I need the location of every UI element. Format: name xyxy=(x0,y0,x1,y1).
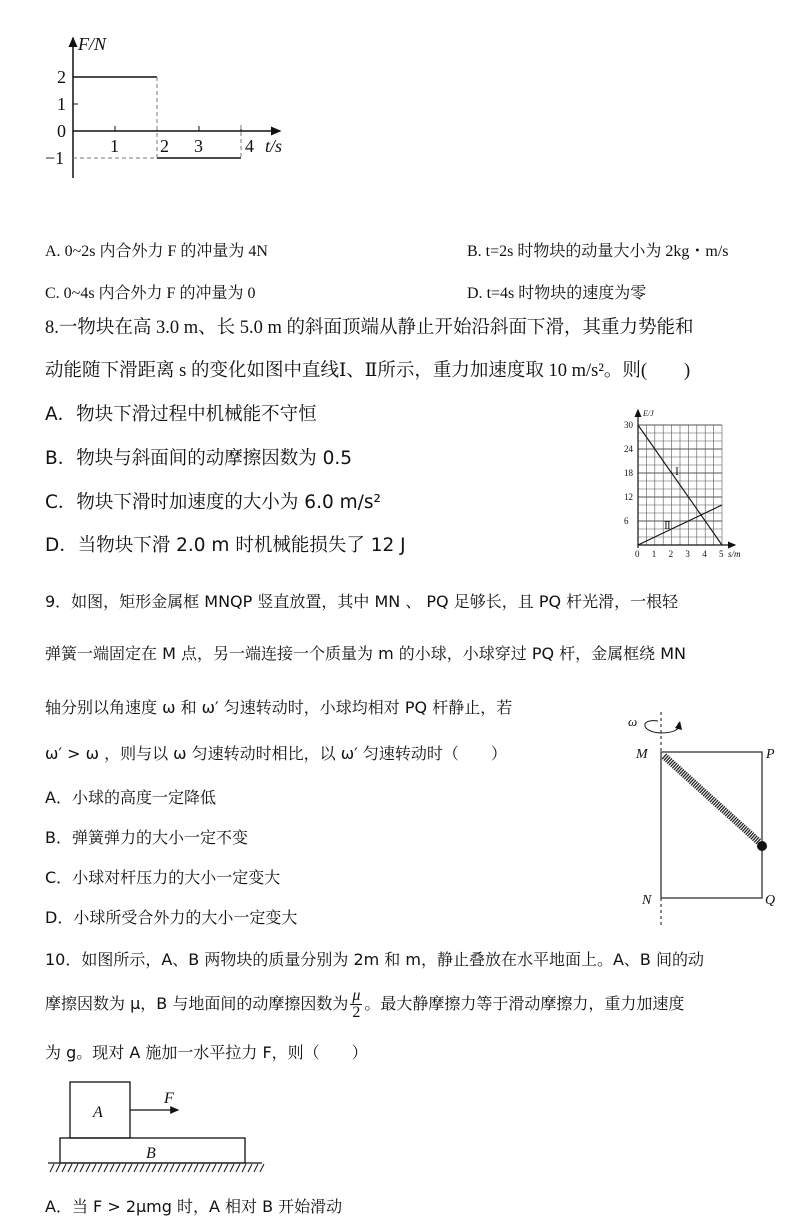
ground-hatch xyxy=(122,1164,126,1172)
label-f: F xyxy=(164,1090,174,1107)
fraction-mu-over-2: $\frac{\mu}{2}$ xyxy=(352,987,361,1021)
x-axis-label: s/m xyxy=(728,549,741,559)
x-tick: 3 xyxy=(194,136,203,156)
q7-option-c: C. 0~4s 内合外力 F 的冲量为 0 xyxy=(45,285,256,302)
q7-option-d: D. t=4s 时物块的速度为零 xyxy=(467,285,647,302)
q10-stem-line3: 为 g。现对 A 施加一水平拉力 F，则（ ） xyxy=(45,1043,368,1062)
x-tick: 2 xyxy=(160,136,169,156)
q9-option-d: D．小球所受合外力的大小一定变大 xyxy=(45,908,298,927)
omega-label: ω xyxy=(628,714,638,729)
x-tick: 1 xyxy=(651,549,657,559)
y-tick: 1 xyxy=(57,94,66,114)
y-axis-label: E/J xyxy=(643,409,654,418)
ground-hatch xyxy=(236,1164,240,1172)
metal-frame xyxy=(661,752,762,898)
y-tick: 30 xyxy=(624,420,633,430)
ground-hatch xyxy=(254,1164,258,1172)
q7-option-a: A. 0~2s 内合外力 F 的冲量为 4N xyxy=(45,243,268,260)
ground-hatch xyxy=(194,1164,198,1172)
ground-hatch xyxy=(200,1164,204,1172)
ground-hatch xyxy=(128,1164,132,1172)
blocks-figure xyxy=(40,1075,280,1175)
y-axis-label: F/N xyxy=(78,34,107,54)
ground-hatch xyxy=(146,1164,150,1172)
y-tick: 18 xyxy=(624,468,633,478)
ground-hatch xyxy=(86,1164,90,1172)
label-a: A xyxy=(93,1104,103,1121)
label-m: M xyxy=(636,747,648,762)
force-time-graph xyxy=(0,20,300,210)
ground-hatch xyxy=(158,1164,162,1172)
ground-hatch xyxy=(212,1164,216,1172)
q9-option-a: A．小球的高度一定降低 xyxy=(45,788,216,807)
ground-hatch xyxy=(56,1164,60,1172)
ground-hatch xyxy=(206,1164,210,1172)
ground-hatch xyxy=(140,1164,144,1172)
y-tick: 24 xyxy=(624,444,633,454)
ground-hatch xyxy=(152,1164,156,1172)
ground-hatch xyxy=(134,1164,138,1172)
ground-hatch xyxy=(248,1164,252,1172)
y-tick: 0 xyxy=(57,121,66,141)
q8-option-b: B．物块与斜面间的动摩擦因数为 0.5 xyxy=(45,448,353,469)
ground-hatch xyxy=(218,1164,222,1172)
q8-option-d: D．当物块下滑 2.0 m 时机械能损失了 12 J xyxy=(45,535,406,556)
energy-distance-graph xyxy=(610,405,790,565)
q9-option-c: C．小球对杆压力的大小一定变大 xyxy=(45,868,281,887)
rotating-frame-figure xyxy=(620,714,800,925)
x-tick: 3 xyxy=(685,549,690,559)
label-b: B xyxy=(146,1145,156,1162)
y-tick: 2 xyxy=(57,67,66,87)
q8-stem-line2: 动能随下滑距离 s 的变化如图中直线Ⅰ、Ⅱ所示，重力加速度取 10 m/s²。则( ) xyxy=(45,361,691,381)
x-tick: 4 xyxy=(702,549,707,559)
x-tick: 4 xyxy=(245,136,254,156)
q10-stem-line1: 10．如图所示，A、B 两物块的质量分别为 2m 和 m，静止叠放在水平地面上。A、B 间的动 xyxy=(45,950,704,969)
ground-hatch xyxy=(110,1164,114,1172)
ground-hatch xyxy=(188,1164,192,1172)
q8-option-c: C．物块下滑时加速度的大小为 6.0 m/s² xyxy=(45,492,381,513)
ground-hatch xyxy=(164,1164,168,1172)
ground-hatch xyxy=(62,1164,66,1172)
x-tick: 5 xyxy=(719,549,724,559)
ground-hatch xyxy=(80,1164,84,1172)
ground-hatch xyxy=(170,1164,174,1172)
ground-hatch xyxy=(104,1164,108,1172)
label-n: N xyxy=(642,893,652,908)
q10-option-a: A．当 F > 2μmg 时，A 相对 B 开始滑动 xyxy=(45,1197,343,1216)
label-q: Q xyxy=(765,893,776,908)
ground-hatch xyxy=(242,1164,246,1172)
q10-stem-line2: 摩擦因数为 μ，B 与地面间的动摩擦因数为 $\frac{\mu}{2}$ 。最大静摩擦力等于滑动摩擦力，重力加速度 xyxy=(45,987,685,1021)
q8-option-a: A．物块下滑过程中机械能不守恒 xyxy=(45,404,317,425)
q7-option-b: B. t=2s 时物块的动量大小为 2kg・m/s xyxy=(467,243,729,260)
spring xyxy=(664,756,759,842)
ground-hatch xyxy=(260,1164,264,1172)
label-p: P xyxy=(766,747,775,762)
ground-hatch xyxy=(230,1164,234,1172)
q9-option-b: B．弹簧弹力的大小一定不变 xyxy=(45,828,248,847)
line-i-label: Ⅰ xyxy=(675,467,679,478)
q9-stem-line1: 9．如图，矩形金属框 MNQP 竖直放置，其中 MN 、 PQ 足够长，且 PQ 杆光滑，一根轻 xyxy=(45,592,679,611)
ground-hatch xyxy=(68,1164,72,1172)
x-axis-label: t/s xyxy=(265,136,283,156)
ground-hatch xyxy=(176,1164,180,1172)
q9-stem-line4: ω′ > ω ，则与以 ω 匀速转动时相比，以 ω′ 匀速转动时（ ） xyxy=(45,744,507,763)
x-tick: 2 xyxy=(668,549,674,559)
ground-hatch xyxy=(50,1164,54,1172)
x-tick: 0 xyxy=(635,549,640,559)
rotation-arrow-icon xyxy=(645,721,679,733)
q8-stem-line1: 8.一物块在高 3.0 m、长 5.0 m 的斜面顶端从静止开始沿斜面下滑，其重力势能和 xyxy=(45,318,694,338)
x-tick: 1 xyxy=(110,136,119,156)
ball xyxy=(757,841,767,851)
q9-stem-line2: 弹簧一端固定在 M 点，另一端连接一个质量为 m 的小球，小球穿过 PQ 杆，金属框绕 MN xyxy=(45,644,687,663)
ground-hatch xyxy=(98,1164,102,1172)
y-tick: 6 xyxy=(624,516,629,526)
ground-hatch xyxy=(74,1164,78,1172)
q9-stem-line3: 轴分别以角速度 ω 和 ω′ 匀速转动时，小球均相对 PQ 杆静止，若 xyxy=(45,698,513,717)
ground-hatch xyxy=(92,1164,96,1172)
line-ii-label: Ⅱ xyxy=(664,521,671,532)
ground-hatch xyxy=(116,1164,120,1172)
y-tick: 12 xyxy=(624,492,633,502)
ground-hatch xyxy=(182,1164,186,1172)
y-tick: −1 xyxy=(45,148,65,168)
ground-hatch xyxy=(224,1164,228,1172)
